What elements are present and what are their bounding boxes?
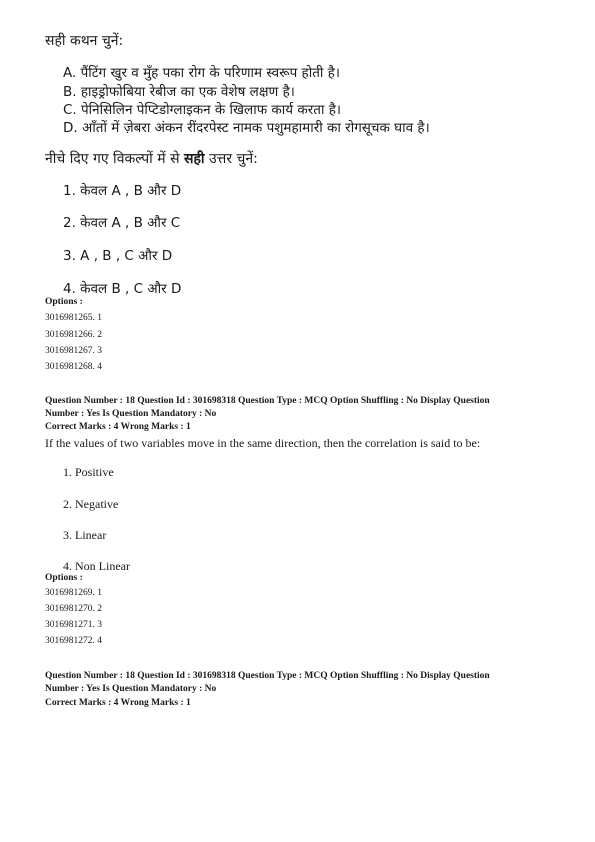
q1-options-label: Options : xyxy=(45,297,83,307)
q1-statement-a: A. पैंटिंग खुर व मुँह पका रोग के परिणाम स्वरूप होती है। xyxy=(63,65,340,81)
q2-option-id-3: 3016981271. 3 xyxy=(45,620,102,630)
q2-option-id-2: 3016981270. 2 xyxy=(45,604,102,614)
q1-instruction: नीचे दिए गए विकल्पों में से सही उत्तर चुनें: xyxy=(45,151,258,167)
q2-meta-line-3: Correct Marks : 4 Wrong Marks : 1 xyxy=(45,422,191,432)
q1-option-3: 3. A , B , C और D xyxy=(63,248,173,264)
q1-option-id-1: 3016981265. 1 xyxy=(45,313,102,323)
q2-option-id-1: 3016981269. 1 xyxy=(45,588,102,598)
q3-meta-line-2: Number : Yes Is Question Mandatory : No xyxy=(45,684,217,694)
q2-option-2: 2. Negative xyxy=(63,497,119,511)
q2-option-id-4: 3016981272. 4 xyxy=(45,636,102,646)
q1-option-4: 4. केवल B , C और D xyxy=(63,281,182,297)
q1-statement-b: B. हाइड्रोफोबिया रेबीज का एक वेशेष लक्षण है। xyxy=(63,84,295,100)
q1-statement-c: C. पेनिसिलिन पेप्टिडोग्लाइकन के खिलाफ कार्य करता है। xyxy=(63,102,342,118)
q2-question: If the values of two variables move in the same direction, then the correlation is said to be: xyxy=(45,436,481,450)
q1-option-id-4: 3016981268. 4 xyxy=(45,362,102,372)
q2-options-label: Options : xyxy=(45,573,83,583)
q2-meta-line-1: Question Number : 18 Question Id : 301698318 Question Type : MCQ Option Shuffling : No Display Question xyxy=(45,396,490,406)
q2-option-3: 3. Linear xyxy=(63,528,107,542)
q2-meta-line-2: Number : Yes Is Question Mandatory : No xyxy=(45,409,217,419)
q3-meta-line-3: Correct Marks : 4 Wrong Marks : 1 xyxy=(45,698,191,708)
q1-prompt: सही कथन चुनें: xyxy=(45,33,124,49)
q1-option-id-3: 3016981267. 3 xyxy=(45,346,102,356)
q2-option-1: 1. Positive xyxy=(63,465,114,479)
q1-option-id-2: 3016981266. 2 xyxy=(45,330,102,340)
q3-meta-line-1: Question Number : 18 Question Id : 301698318 Question Type : MCQ Option Shuffling : No Display Question xyxy=(45,671,490,681)
q2-option-4: 4. Non Linear xyxy=(63,559,130,573)
q1-statement-d: D. आँतों में ज़ेबरा अंकन रींदरपेस्ट नामक पशुमहामारी का रोगसूचक घाव है। xyxy=(63,120,430,136)
q1-option-2: 2. केवल A , B और C xyxy=(63,215,181,231)
q1-option-1: 1. केवल A , B और D xyxy=(63,183,182,199)
